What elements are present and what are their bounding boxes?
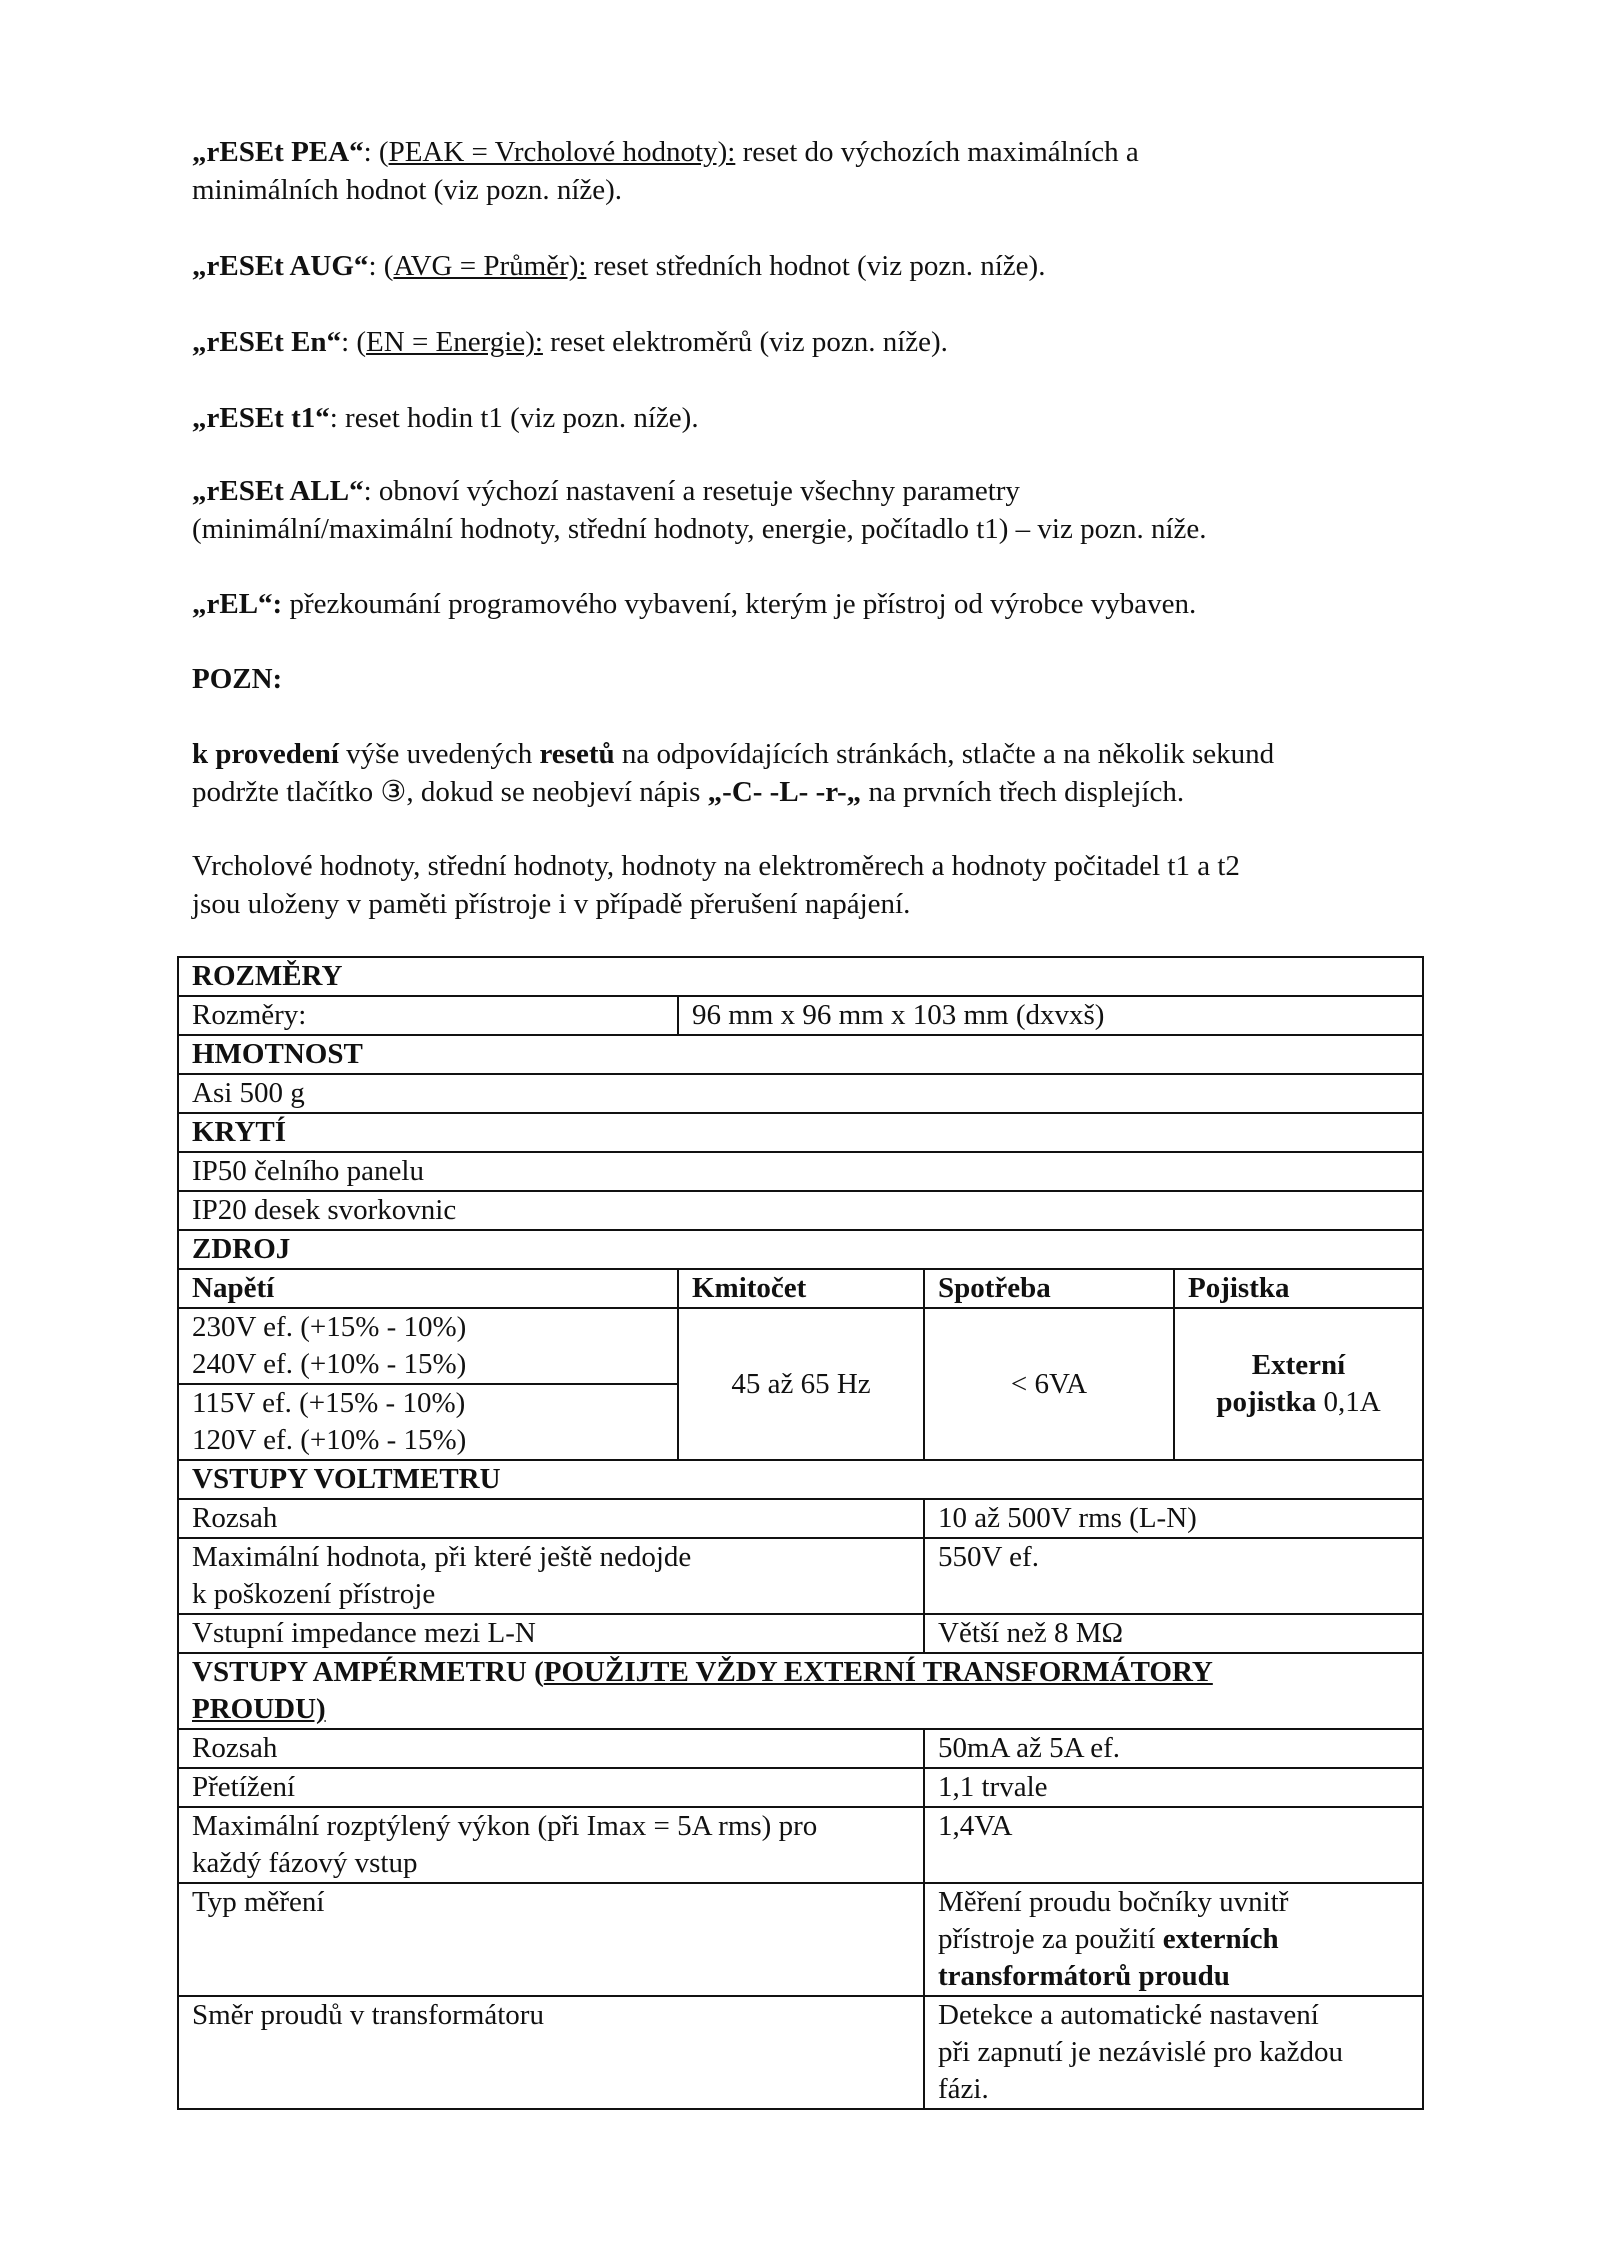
reset-avg-term: „rESEt AUG“ [192, 250, 369, 282]
fuse-label: pojistka [1216, 1386, 1317, 1418]
amp-measure-type-label: Typ měření [178, 1883, 924, 1996]
weight-value: Asi 500 g [178, 1074, 1423, 1113]
amp-range-value: 50mA až 5A ef. [924, 1729, 1423, 1768]
volt-max-value: 550V ef. [924, 1538, 1423, 1614]
emph: transformátorů proudu [938, 1960, 1230, 1992]
text: k poškození přístroje [192, 1578, 436, 1610]
text: výše uvedených [338, 738, 540, 770]
reset-energy-term: „rESEt En“ [192, 326, 342, 358]
reset-avg-paragraph [192, 247, 1442, 285]
text: Maximální hodnota, při které ještě nedojde [192, 1541, 692, 1573]
note-heading [192, 660, 1442, 698]
amp-range-label: Rozsah [178, 1729, 924, 1768]
reset-energy-text: reset elektroměrů (viz pozn. níže). [542, 326, 948, 358]
reset-energy-paragraph [192, 323, 1442, 361]
header-consumption: Spotřeba [924, 1269, 1174, 1308]
protection-front: IP50 čelního panelu [178, 1152, 1423, 1191]
section-weight: HMOTNOST [178, 1035, 1423, 1074]
reset-instruction-paragraph [192, 735, 1442, 811]
text: Maximální rozptýlený výkon (při Imax = 5A rms) pro [192, 1810, 818, 1842]
punct: : ( [363, 136, 389, 168]
volt-range-value: 10 až 500V rms (L-N) [924, 1499, 1423, 1538]
dimensions-label: Rozměry: [178, 996, 678, 1035]
volt-range-label: Rozsah [178, 1499, 924, 1538]
volt-max-label [178, 1538, 924, 1614]
text: každý fázový vstup [192, 1847, 418, 1879]
amp-measure-type-value [924, 1883, 1423, 1996]
text: Vrcholové hodnoty, střední hodnoty, hodnoty na elektroměrech a hodnoty počitadel t1 a t2 [192, 850, 1240, 882]
memory-paragraph [192, 847, 1442, 923]
reset-t1-text: : reset hodin t1 (viz pozn. níže). [329, 402, 699, 434]
voltage-option: 240V ef. (+10% - 15%) [192, 1348, 467, 1380]
reset-peak-term: „rESEt PEA“ [192, 136, 364, 168]
voltage-option: 230V ef. (+15% - 10%) [192, 1311, 467, 1343]
reset-all-paragraph [192, 472, 1442, 548]
frequency-value: 45 až 65 Hz [678, 1308, 924, 1460]
dimensions-value: 96 mm x 96 mm x 103 mm (dxvxš) [678, 996, 1423, 1035]
section-dimensions: ROZMĚRY [178, 957, 1423, 996]
header-fuse: Pojistka [1174, 1269, 1423, 1308]
section-voltmeter: VSTUPY VOLTMETRU [178, 1460, 1423, 1499]
spec-table [177, 956, 1424, 2110]
voltage-115-120 [178, 1384, 678, 1460]
fuse-external: Externí [1251, 1349, 1346, 1381]
text: VSTUPY AMPÉRMETRU ( [192, 1656, 544, 1688]
reset-all-text: : obnoví výchozí nastavení a resetuje všechny parametry [363, 475, 1020, 507]
text: na odpovídajících stránkách, stlačte a na několik sekund [614, 738, 1275, 770]
reset-peak-paragraph [192, 133, 1442, 209]
amp-overload-value: 1,1 trvale [924, 1768, 1423, 1807]
reset-peak-text-2: minimálních hodnot (viz pozn. níže). [192, 174, 623, 206]
text: podržte tlačítko ③, dokud se neobjeví nápis [192, 776, 708, 808]
header-frequency: Kmitočet [678, 1269, 924, 1308]
emph: externích [1162, 1923, 1279, 1955]
amp-power-label [178, 1807, 924, 1883]
rel-text: přezkoumání programového vybavení, kterým je přístroj od výrobce vybaven. [282, 588, 1197, 620]
voltage-230-240 [178, 1308, 678, 1384]
reset-peak-text: reset do výchozích maximálních a [735, 136, 1139, 168]
amp-overload-label: Přetížení [178, 1768, 924, 1807]
text: Měření proudu bočníky uvnitř [938, 1886, 1289, 1918]
section-protection: KRYTÍ [178, 1113, 1423, 1152]
reset-all-text-2: (minimální/maximální hodnoty, střední hodnoty, energie, počítadlo t1) – viz pozn. níže. [192, 513, 1207, 545]
consumption-value: < 6VA [924, 1308, 1174, 1460]
amp-direction-label: Směr proudů v transformátoru [178, 1996, 924, 2109]
reset-avg-definition: AVG = Průměr): [393, 250, 587, 282]
section-power: ZDROJ [178, 1230, 1423, 1269]
note-heading-text: POZN: [192, 663, 283, 695]
protection-terminals: IP20 desek svorkovnic [178, 1191, 1423, 1230]
text: POUŽIJTE VŽDY EXTERNÍ TRANSFORMÁTORY [543, 1656, 1213, 1688]
text: Detekce a automatické nastavení [938, 1999, 1319, 2031]
rel-paragraph [192, 585, 1442, 623]
amp-direction-value [924, 1996, 1423, 2109]
text: přístroje za použití [938, 1923, 1163, 1955]
punct: : ( [368, 250, 394, 282]
emph: k provedení [192, 738, 339, 770]
amp-power-value: 1,4VA [924, 1807, 1423, 1883]
text: při zapnutí je nezávislé pro každou [938, 2036, 1344, 2068]
display-code: „-C- -L- -r-„ [707, 776, 862, 808]
reset-energy-definition: EN = Energie): [366, 326, 543, 358]
text: PROUDU) [192, 1693, 326, 1725]
voltage-option: 120V ef. (+10% - 15%) [192, 1424, 467, 1456]
reset-t1-term: „rESEt t1“ [192, 402, 330, 434]
text: na prvních třech displejích. [861, 776, 1185, 808]
header-voltage: Napětí [178, 1269, 678, 1308]
text: jsou uloženy v paměti přístroje i v případě přerušení napájení. [192, 888, 911, 920]
volt-impedance-label: Vstupní impedance mezi L-N [178, 1614, 924, 1653]
fuse-rating: 0,1A [1316, 1386, 1381, 1418]
text: fázi. [938, 2073, 989, 2105]
reset-all-term: „rESEt ALL“ [192, 475, 364, 507]
voltage-option: 115V ef. (+15% - 10%) [192, 1387, 466, 1419]
fuse-value [1174, 1308, 1423, 1460]
reset-t1-paragraph [192, 399, 1442, 437]
reset-peak-definition: PEAK = Vrcholové hodnoty): [388, 136, 736, 168]
volt-impedance-value: Větší než 8 MΩ [924, 1614, 1423, 1653]
emph: resetů [539, 738, 615, 770]
reset-avg-text: reset středních hodnot (viz pozn. níže). [586, 250, 1046, 282]
rel-term: „rEL“: [192, 588, 283, 620]
punct: : ( [341, 326, 367, 358]
section-ammeter [178, 1653, 1423, 1729]
